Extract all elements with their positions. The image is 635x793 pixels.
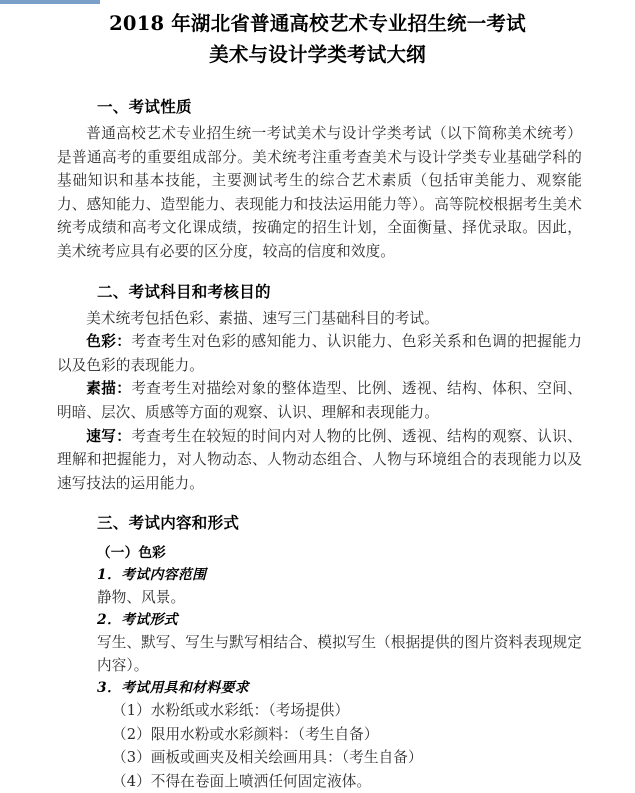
- subject-entry-color: [0, 330, 635, 377]
- item-title-2: 考试形式: [121, 612, 178, 629]
- subsection-label-color: （一）色彩: [97, 545, 166, 562]
- subject-description-color: 考查考生对色彩的感知能力、认识能力、色彩关系和色调的把握能力以及色彩的表现能力。: [57, 333, 582, 374]
- item-number-3: 3．: [97, 680, 122, 697]
- list-item: （4）不得在卷面上喷洒任何固定液体。: [112, 772, 372, 790]
- item-body-1: 静物、风景。: [97, 589, 186, 607]
- subject-separator: ：: [116, 380, 132, 398]
- subject-name-color: 色彩: [86, 333, 117, 351]
- list-item: （1）水粉纸或水彩纸：（考场提供）: [112, 702, 350, 720]
- list-item: （2）限用水粉或水彩颜料：（考生自备）: [112, 725, 379, 743]
- subject-separator: ：: [116, 333, 132, 351]
- section-1-paragraph: 普通高校艺术专业招生统一考试美术与设计学类考试（以下简称美术统考）是普通高考的重要组成部分。美术统考注重考查美术与设计学类专业基础学科的基础知识和基本技能，主要测试考生的综合艺术素质（包括审美能力、观察能力、感知能力、造型能力、表现能力和技法运用能力等）。高等院校根据考生美术统考成绩和高考文化课成绩，按确定的招生计划，全面衡量、择优录取。因此，美术统考应具有必要的区分度，较高的信度和效度。: [57, 125, 582, 260]
- subject-description-speedpaint: 考查考生在较短的时间内对人物的比例、透视、结构的观察、认识、理解和把握能力，对人物动态、人物动态组合、人物与环境组合的表现能力以及速写技法的运用能力。: [57, 427, 582, 492]
- item-number-1: 1．: [97, 567, 122, 584]
- item-heading-1: [0, 564, 635, 586]
- item-body-2: 写生、默写、写生与默写相结合、模拟写生（根据提供的图片资料表现规定内容）。: [97, 634, 582, 675]
- item-number-2: 2．: [97, 612, 122, 629]
- section-heading-1: 一、考试性质: [97, 98, 192, 116]
- item-heading-3: [0, 677, 635, 699]
- item-heading-2: [0, 609, 635, 631]
- title-line-1: 2018 年湖北省普通高校艺术专业招生统一考试: [109, 12, 526, 35]
- subject-name-speedpaint: 速写: [86, 427, 117, 445]
- item-title-1: 考试内容范围: [121, 567, 207, 584]
- spacer: [0, 534, 635, 542]
- subject-separator: ：: [116, 427, 132, 445]
- section-heading-2: 二、考试科目和考核目的: [97, 282, 271, 301]
- subject-entry-sketch: [0, 377, 635, 424]
- section-2-intro: 美术统考包括色彩、素描、速写三门基础科目的考试。: [86, 309, 439, 327]
- subject-entry-speedpaint: [0, 425, 635, 496]
- title-line-2: 美术与设计学类考试大纲: [209, 43, 426, 66]
- item-title-3: 考试用具和材料要求: [121, 680, 249, 697]
- subject-description-sketch: 考查考生对描绘对象的整体造型、比例、透视、结构、体积、空间、明暗、层次、质感等方面的观察、认识、理解和表现能力。: [57, 380, 582, 421]
- list-item: （3）画板或画夹及相关绘画用具：（考生自备）: [112, 749, 423, 767]
- section-heading-3: 三、考试内容和形式: [97, 514, 240, 533]
- page-title: [0, 0, 635, 69]
- subject-name-sketch: 素描: [86, 380, 117, 398]
